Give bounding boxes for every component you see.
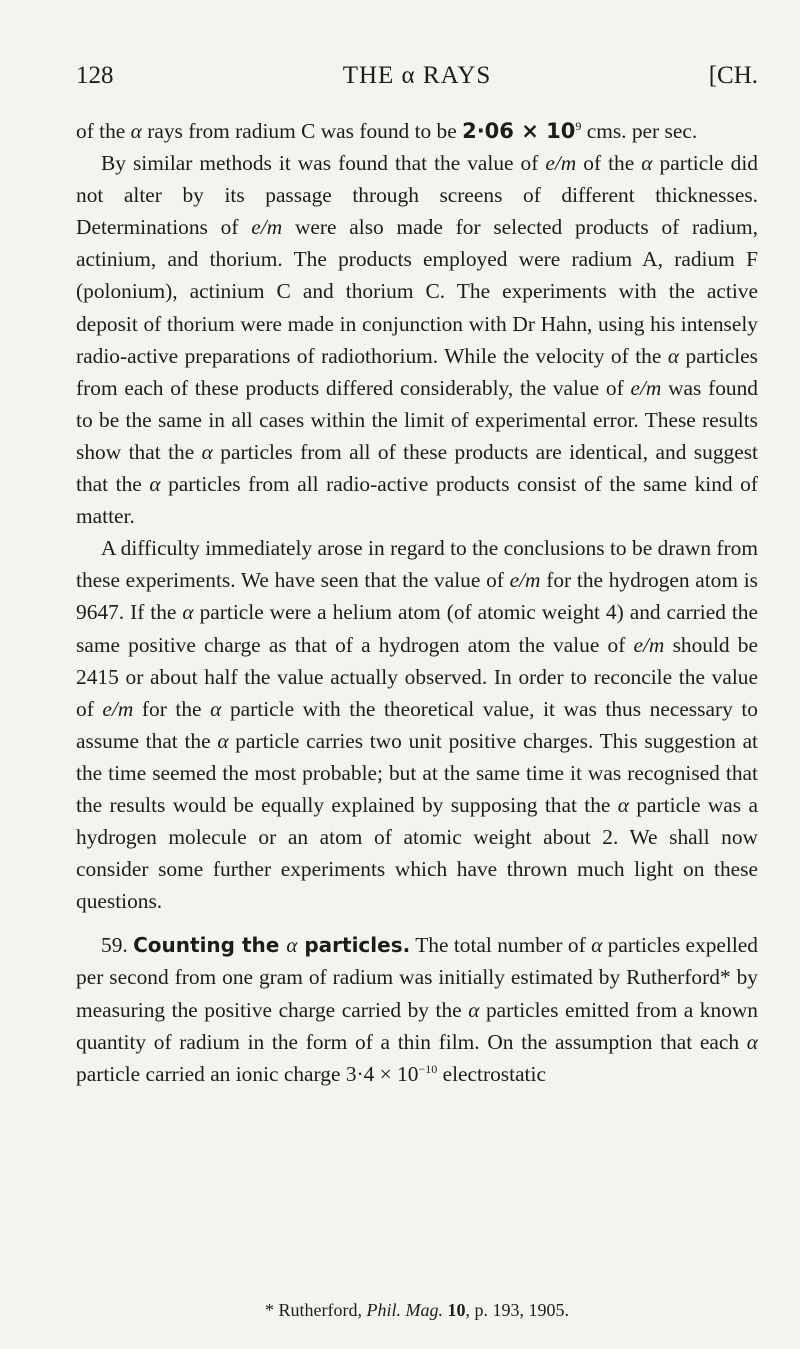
em-symbol: e/m <box>545 151 577 176</box>
footnote-volume: 10 <box>442 1300 466 1320</box>
text-run: The total number of <box>410 933 592 958</box>
text-run: particle carries two unit positive charges. This suggestion at the time seemed the most probable; but at the same time it was recognised that the results would be equally explained by supposing that the <box>76 728 758 817</box>
footnote-author: Rutherford, <box>274 1300 367 1320</box>
em-symbol: e/m <box>102 696 134 721</box>
velocity-exponent: 9 <box>575 118 582 133</box>
text-run: electrostatic <box>437 1061 546 1086</box>
text-run: By similar methods it was found that the value of <box>101 151 546 176</box>
paragraph-difficulty <box>76 532 758 917</box>
text-run: should be 2415 or about half the value actually observed. In order to reconcile the value of <box>76 632 758 721</box>
alpha-symbol: α <box>210 696 222 721</box>
alpha-symbol: α <box>149 472 161 497</box>
text-run: were also made for selected products of radium, actinium, and thorium. The products employed were radium A, radium F (polonium), actinium C and thorium C. The experiments with the active deposit of thorium were made in conjunction with Dr Hahn, using his intensely radio-active preparations of radiothorium. While the velocity of the <box>76 215 758 368</box>
text-run: particle were a helium atom (of atomic weight 4) and carried the same positive charge as that of a hydrogen atom the value of <box>76 600 758 657</box>
paragraph-em-determinations <box>76 147 758 532</box>
running-header <box>76 62 758 98</box>
text-run: particles emitted from a known quantity of radium in the form of a thin film. On the assumption that each <box>76 997 759 1054</box>
alpha-symbol: α <box>468 997 480 1022</box>
paragraph-velocity <box>76 115 758 147</box>
text-run: for the <box>133 696 211 721</box>
footnote <box>76 1300 758 1321</box>
charge-value: 3·4 × 10 <box>345 1061 419 1086</box>
footnote-journal: Phil. Mag. <box>366 1300 443 1320</box>
heading-run: Counting the <box>133 933 287 958</box>
text-run: particle was a hydrogen molecule or an atom of atomic weight about 2. We shall now consider some further experiments which have thrown much light on these questions. <box>76 792 758 914</box>
chapter-mark: [CH. <box>708 62 758 89</box>
footnote-reference[interactable]: * <box>719 965 731 990</box>
text-run: particle carried an ionic charge <box>76 1061 346 1086</box>
text-run: of the <box>76 119 131 143</box>
text-run: for the hydrogen atom is 9647. If the <box>76 568 759 625</box>
text-run: of the <box>576 151 642 176</box>
alpha-symbol: α <box>182 600 194 625</box>
text-run: A difficulty immediately arose in regard to the conclusions to be drawn from these experiments. We have seen that the value of <box>76 536 758 593</box>
alpha-symbol: α <box>286 933 298 958</box>
alpha-symbol: α <box>130 119 142 143</box>
text-run: particle with the theoretical value, it was thus necessary to assume that the <box>76 696 758 753</box>
charge-exponent: −10 <box>418 1061 438 1076</box>
heading-run: particles. <box>297 933 411 958</box>
em-symbol: e/m <box>251 215 283 240</box>
velocity-value: 2·06 × 10 <box>462 119 576 143</box>
section-number: 59. <box>101 933 128 958</box>
text-run: particles expelled per second from one gram of radium was initially estimated by Rutherford <box>76 933 758 990</box>
em-symbol: e/m <box>630 375 662 400</box>
page-number: 128 <box>76 62 114 89</box>
alpha-symbol: α <box>667 343 680 368</box>
section-heading <box>133 933 410 957</box>
em-symbol: e/m <box>509 568 541 593</box>
alpha-symbol: α <box>617 792 629 817</box>
alpha-symbol: α <box>641 151 653 176</box>
text-run: particles from all of these products are identical, and suggest that the <box>76 439 758 497</box>
alpha-symbol: α <box>201 439 213 464</box>
text-run: particles from all radio-active products consist of the same kind of matter. <box>76 472 758 529</box>
text-run: particles from each of these products differed considerably, the value of <box>76 343 758 400</box>
text-run: cms. per sec. <box>581 119 698 143</box>
body-text <box>76 115 758 1090</box>
em-symbol: e/m <box>633 632 665 657</box>
text-run: by measuring the positive charge carried by the <box>76 965 758 1022</box>
footnote-mark: * <box>265 1300 274 1320</box>
text-run: rays from radium C was found to be <box>141 119 463 143</box>
alpha-symbol: α <box>591 933 603 958</box>
text-run: was found to be the same in all cases within the limit of experimental error. These results show that the <box>76 375 758 464</box>
section-59 <box>76 929 758 1089</box>
text-run: particle did not alter by its passage through screens of different thicknesses. Determinations of <box>76 151 758 240</box>
footnote-citation: , p. 193, 1905. <box>465 1300 569 1320</box>
running-title: THE α RAYS <box>342 62 492 89</box>
alpha-symbol: α <box>746 1029 758 1054</box>
alpha-symbol: α <box>217 728 229 753</box>
